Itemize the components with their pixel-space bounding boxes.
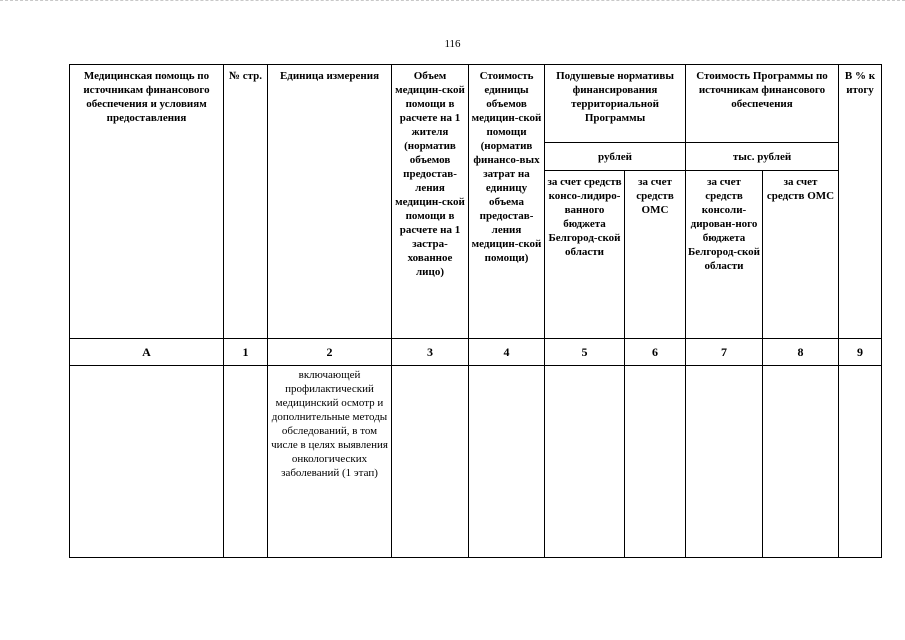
header-oms-cost: за счет средств ОМС <box>763 171 839 339</box>
cell-oms-norm <box>625 366 686 558</box>
cell-unit: включающей профилактический медицинский осмотр и дополнительные методы обследований, в том числе в целях выявления онкологических заболеваний (1 этап) <box>268 366 392 558</box>
cell-medical-care <box>70 366 224 558</box>
column-number: 6 <box>625 339 686 366</box>
cell-regional-budget-cost <box>686 366 763 558</box>
page-number: 116 <box>444 38 461 50</box>
cell-regional-budget-norm <box>545 366 625 558</box>
column-number: 9 <box>839 339 882 366</box>
header-regional-budget-cost: за счет средств консоли-дирован-ного бюджета Белгород-ской области <box>686 171 763 339</box>
column-number: 7 <box>686 339 763 366</box>
cell-volume <box>392 366 469 558</box>
header-row-number: № стр. <box>224 65 268 339</box>
column-number-row <box>70 339 882 366</box>
header-regional-budget-norm: за счет средств консо-лидиро-ванного бюджета Белгород-ской области <box>545 171 625 339</box>
column-number: 8 <box>763 339 839 366</box>
header-volume: Объем медицин-ской помощи в расчете на 1 жителя (норматив объемов предостав-ления медицин-ской помощи в расчете на 1 застра-хованное лицо) <box>392 65 469 339</box>
financing-table <box>69 64 882 558</box>
header-unit-cost: Стоимость единицы объемов медицин-ской помощи (норматив финансо-вых затрат на единицу объема предостав-ления медицин-ской помощи) <box>469 65 545 339</box>
column-number: 3 <box>392 339 469 366</box>
header-unit-thousand-rubles: тыс. рублей <box>686 143 839 171</box>
column-number: 2 <box>268 339 392 366</box>
cell-percent-total <box>839 366 882 558</box>
header-per-capita-norms: Подушевые нормативы финансирования территориальной Программы <box>545 65 686 143</box>
column-number: 4 <box>469 339 545 366</box>
table-row <box>70 366 882 558</box>
header-unit: Единица измерения <box>268 65 392 339</box>
column-number: 1 <box>224 339 268 366</box>
cell-unit-cost <box>469 366 545 558</box>
column-number: А <box>70 339 224 366</box>
header-program-cost: Стоимость Программы по источникам финансового обеспечения <box>686 65 839 143</box>
cell-oms-cost <box>763 366 839 558</box>
header-percent-total: В % к итогу <box>839 65 882 339</box>
header-medical-care: Медицинская помощь по источникам финансового обеспечения и условиям предоставления <box>70 65 224 339</box>
page-top-edge <box>0 0 905 3</box>
header-oms-norm: за счет средств ОМС <box>625 171 686 339</box>
header-unit-rubles: рублей <box>545 143 686 171</box>
cell-row-number <box>224 366 268 558</box>
column-number: 5 <box>545 339 625 366</box>
